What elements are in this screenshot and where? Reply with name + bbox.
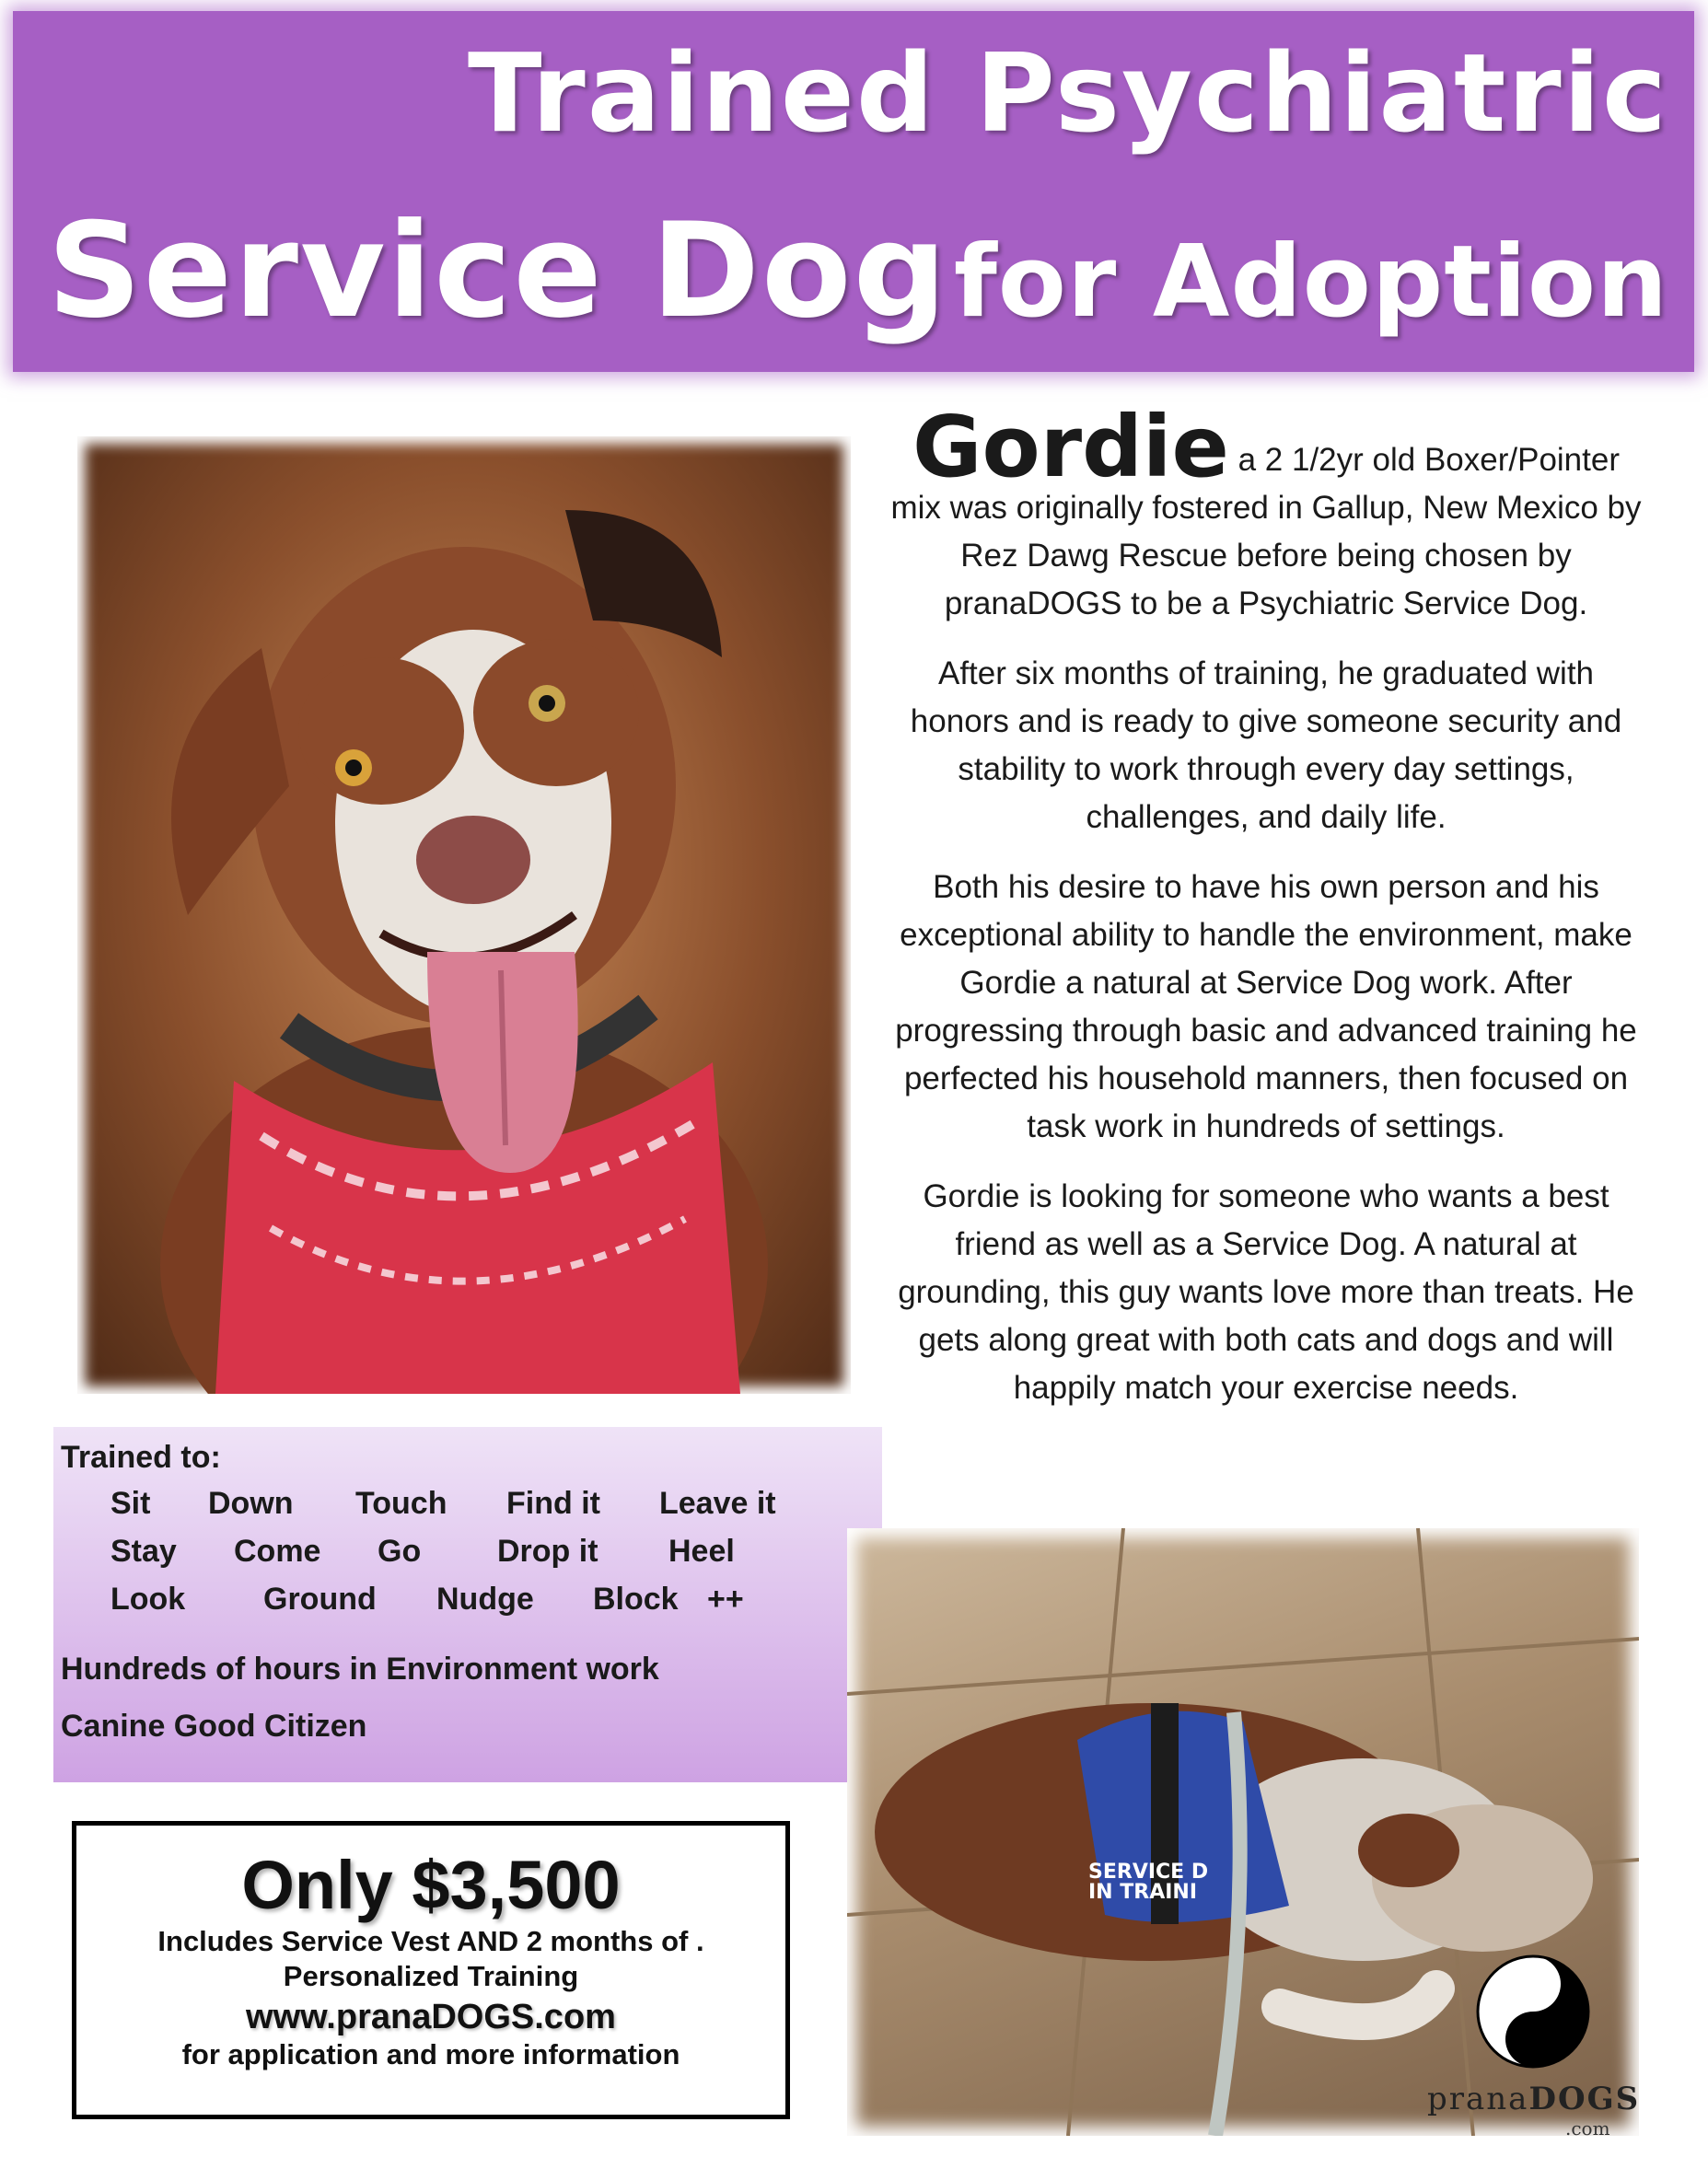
banner-title-for-adoption: for Adoption: [953, 225, 1668, 340]
logo-wordmark-dogs: DOGS: [1528, 2081, 1641, 2117]
description-paragraph-4: Gordie is looking for someone who wants a best friend as well as a Service Dog. A natural at grounding, this guy wants love more than treats. He gets along great with both cats and dogs and will happily match your exercise needs.: [898, 1178, 1634, 1406]
description-paragraph-2: After six months of training, he graduated with honors and is ready to give someone security and stability to work through every day settings, challenges, and daily life.: [910, 655, 1622, 835]
skill-item: ++: [707, 1582, 744, 1617]
banner-title-line1: Trained Psychiatric: [468, 29, 1668, 157]
gordie-portrait-photo: [77, 436, 851, 1394]
skill-item: Go: [378, 1534, 422, 1569]
price-includes-line2: Personalized Training: [283, 1960, 579, 1992]
skill-item: Down: [208, 1486, 294, 1521]
banner-title-service-dog: Service Dog: [47, 195, 949, 347]
title-banner: [13, 11, 1694, 372]
dog-description: [889, 398, 1644, 1434]
price-includes-line1: Includes Service Vest AND 2 months of .: [157, 1925, 704, 1957]
price-box: [72, 1821, 790, 2119]
skill-item: Nudge: [436, 1582, 534, 1617]
trained-title: Trained to:: [61, 1440, 221, 1475]
dog-portrait-illustration: [77, 436, 851, 1394]
canine-good-citizen-note: Canine Good Citizen: [61, 1709, 367, 1744]
yin-yang-paw-icon: [1473, 1952, 1593, 2071]
logo-wordmark: [1427, 2081, 1639, 2117]
skill-item: Come: [234, 1534, 321, 1569]
skill-item: Find it: [506, 1486, 600, 1521]
dog-age-breed: a 2 1/2yr old Boxer/Pointer: [1228, 442, 1620, 478]
skill-item: Touch: [355, 1486, 447, 1521]
skill-item: Heel: [668, 1534, 735, 1569]
skill-item: Ground: [263, 1582, 377, 1617]
logo-wordmark-prana: prana: [1427, 2081, 1529, 2117]
vest-label-text: [1088, 1861, 1215, 1904]
description-intro: [889, 398, 1644, 628]
description-paragraph-1: mix was originally fostered in Gallup, New Mexico by Rez Dawg Rescue before being chosen by pranaDOGS to be a Psychiatric Service Dog.: [890, 490, 1642, 621]
skill-item: Leave it: [659, 1486, 776, 1521]
skill-item: Sit: [110, 1486, 151, 1521]
pranadogs-logo: [1427, 1952, 1641, 2140]
skill-item: Drop it: [497, 1534, 598, 1569]
vest-label-line1: SERVICE D: [1088, 1861, 1209, 1884]
skill-item: Stay: [110, 1534, 177, 1569]
description-paragraph-3: Both his desire to have his own person and his exceptional ability to handle the environment, make Gordie a natural at Service Dog work. After progressing through basic and advanced training he perfected his household manners, then focused on task work in hundreds of settings.: [895, 869, 1637, 1144]
skill-item: Look: [110, 1582, 186, 1617]
logo-dotcom: .com: [1565, 2117, 1610, 2140]
skill-item: Block: [593, 1582, 679, 1617]
price-headline: Only $3,500: [241, 1847, 621, 1923]
application-info-line: for application and more information: [181, 2038, 680, 2070]
vest-label-line2: IN TRAINI: [1088, 1881, 1198, 1904]
dog-name: Gordie: [912, 398, 1229, 496]
banner-title-line2: [47, 195, 1668, 347]
trained-skills-box: [53, 1427, 882, 1782]
environment-work-note: Hundreds of hours in Environment work: [61, 1652, 659, 1687]
website-link[interactable]: www.pranaDOGS.com: [246, 1998, 616, 2036]
